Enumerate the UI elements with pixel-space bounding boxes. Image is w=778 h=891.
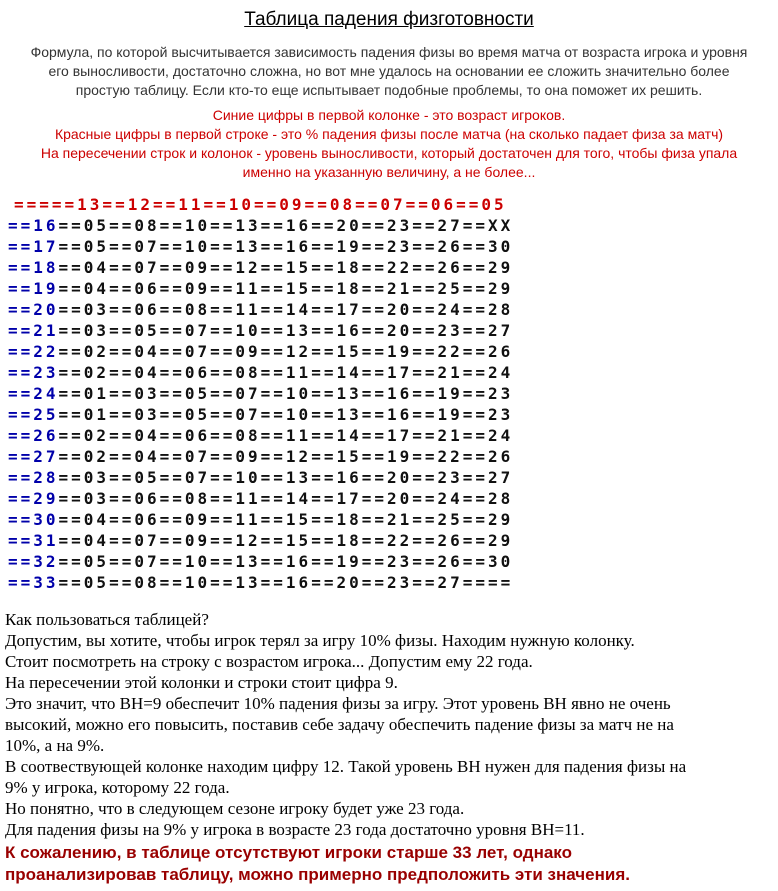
values-cells: ==04==07==09==12==15==18==22==26==29 xyxy=(58,531,514,550)
legend-line: На пересечении строк и колонок - уровень выносливости, который достаточен для того, чтобы физа упала xyxy=(40,145,738,161)
table-row-age-17 xyxy=(8,236,778,257)
values-cells: ==02==04==07==09==12==15==19==22==26 xyxy=(58,342,514,361)
table-row-age-19 xyxy=(8,278,778,299)
table-row-age-16 xyxy=(8,215,778,236)
values-cells: ==03==05==07==10==13==16==20==23==27 xyxy=(58,468,514,487)
age-cell: ==18 xyxy=(8,258,59,277)
age-cell: ==21 xyxy=(8,321,59,340)
page-title: Таблица падения физготовности xyxy=(244,9,534,30)
values-cells: ==01==03==05==07==10==13==16==19==23 xyxy=(58,384,514,403)
usage-line: В соотвествующей колонке находим цифру 12. Такой уровень ВН нужен для падения физы на xyxy=(5,757,687,776)
age-cell: ==27 xyxy=(8,447,59,466)
page xyxy=(0,8,778,886)
age-cell: ==23 xyxy=(8,363,59,382)
table-row-age-33 xyxy=(8,572,778,593)
values-cells: ==04==06==09==11==15==18==21==25==29 xyxy=(58,510,514,529)
age-cell: ==22 xyxy=(8,342,59,361)
intro-line: его выносливости, достаточно сложна, но вот мне удалось на основании ее сложить значительно более xyxy=(48,63,730,79)
age-cell: ==16 xyxy=(8,216,59,235)
table-row-age-26 xyxy=(8,425,778,446)
values-cells: ==02==04==06==08==11==14==17==21==24 xyxy=(58,426,514,445)
values-cells: ==05==07==10==13==16==19==23==26==30 xyxy=(58,552,514,571)
table-row-age-23 xyxy=(8,362,778,383)
note-line: проанализировав таблицу, можно примерно предположить эти значения. xyxy=(5,865,630,884)
table-row-age-32 xyxy=(8,551,778,572)
table-header-row: =====13==12==11==10==09==08==07==06==05 xyxy=(14,195,507,214)
note-line: К сожалению, в таблице отсутствуют игроки старше 33 лет, однако xyxy=(5,843,572,862)
age-cell: ==33 xyxy=(8,573,59,592)
age-cell: ==32 xyxy=(8,552,59,571)
age-cell: ==28 xyxy=(8,468,59,487)
age-cell: ==26 xyxy=(8,426,59,445)
legend-line: именно на указанную величину, а не более... xyxy=(242,164,536,180)
usage-instructions xyxy=(5,609,778,840)
age-cell: ==25 xyxy=(8,405,59,424)
table-row-age-18 xyxy=(8,257,778,278)
usage-line: 10%, а на 9%. xyxy=(5,736,105,755)
values-cells: ==01==03==05==07==10==13==16==19==23 xyxy=(58,405,514,424)
usage-line: Но понятно, что в следующем сезоне игроку будет уже 23 года. xyxy=(5,799,465,818)
table-row-age-21 xyxy=(8,320,778,341)
intro-line: простую таблицу. Если кто-то еще испытывает подобные проблемы, то она поможет их решить. xyxy=(75,82,703,98)
age-cell: ==31 xyxy=(8,531,59,550)
table-row-age-22 xyxy=(8,341,778,362)
table-row-age-30 xyxy=(8,509,778,530)
usage-line: 9% у игрока, которому 22 года. xyxy=(5,778,230,797)
age-cell: ==17 xyxy=(8,237,59,256)
table-row-age-29 xyxy=(8,488,778,509)
usage-line: Как пользоваться таблицей? xyxy=(5,610,209,629)
age-cell: ==30 xyxy=(8,510,59,529)
values-cells: ==03==06==08==11==14==17==20==24==28 xyxy=(58,300,514,319)
values-cells: ==03==05==07==10==13==16==20==23==27 xyxy=(58,321,514,340)
values-cells: ==04==06==09==11==15==18==21==25==29 xyxy=(58,279,514,298)
usage-line: высокий, можно его повысить, поставив себе задачу обеспечить падение физы за матч не на xyxy=(5,715,674,734)
usage-line: Это значит, что ВН=9 обеспечит 10% падения физы за игру. Этот уровень ВН явно не очень xyxy=(5,694,671,713)
legend-line: Красные цифры в первой строке - это % падения физы после матча (на сколько падает физа за матч) xyxy=(54,126,724,142)
legend-line: Синие цифры в первой колонке - это возраст игроков. xyxy=(212,107,566,123)
values-cells: ==05==08==10==13==16==20==23==27==== xyxy=(58,573,514,592)
values-cells: ==02==04==07==09==12==15==19==22==26 xyxy=(58,447,514,466)
table-row-age-20 xyxy=(8,299,778,320)
age-cell: ==20 xyxy=(8,300,59,319)
age-cell: ==24 xyxy=(8,384,59,403)
values-cells: ==03==06==08==11==14==17==20==24==28 xyxy=(58,489,514,508)
usage-line: Для падения физы на 9% у игрока в возрасте 23 года достаточно уровня ВН=11. xyxy=(5,820,585,839)
intro-paragraph xyxy=(0,43,778,100)
age-cell: ==29 xyxy=(8,489,59,508)
legend-paragraph xyxy=(0,106,778,182)
usage-line: Допустим, вы хотите, чтобы игрок терял за игру 10% физы. Находим нужную колонку. xyxy=(5,631,635,650)
usage-line: На пересечении этой колонки и строки стоит цифра 9. xyxy=(5,673,398,692)
usage-line: Стоит посмотреть на строку с возрастом игрока... Допустим ему 22 года. xyxy=(5,652,533,671)
values-cells: ==02==04==06==08==11==14==17==21==24 xyxy=(58,363,514,382)
fitness-table xyxy=(8,194,778,593)
age-cell: ==19 xyxy=(8,279,59,298)
intro-line: Формула, по которой высчитывается зависимость падения физы во время матча от возраста игрока и уровня xyxy=(30,44,748,60)
table-row-age-25 xyxy=(8,404,778,425)
values-cells: ==04==07==09==12==15==18==22==26==29 xyxy=(58,258,514,277)
table-row-age-28 xyxy=(8,467,778,488)
values-cells: ==05==08==10==13==16==20==23==27==XX xyxy=(58,216,514,235)
footer-note xyxy=(5,842,778,886)
table-row-age-24 xyxy=(8,383,778,404)
values-cells: ==05==07==10==13==16==19==23==26==30 xyxy=(58,237,514,256)
table-row-age-27 xyxy=(8,446,778,467)
table-row-age-31 xyxy=(8,530,778,551)
